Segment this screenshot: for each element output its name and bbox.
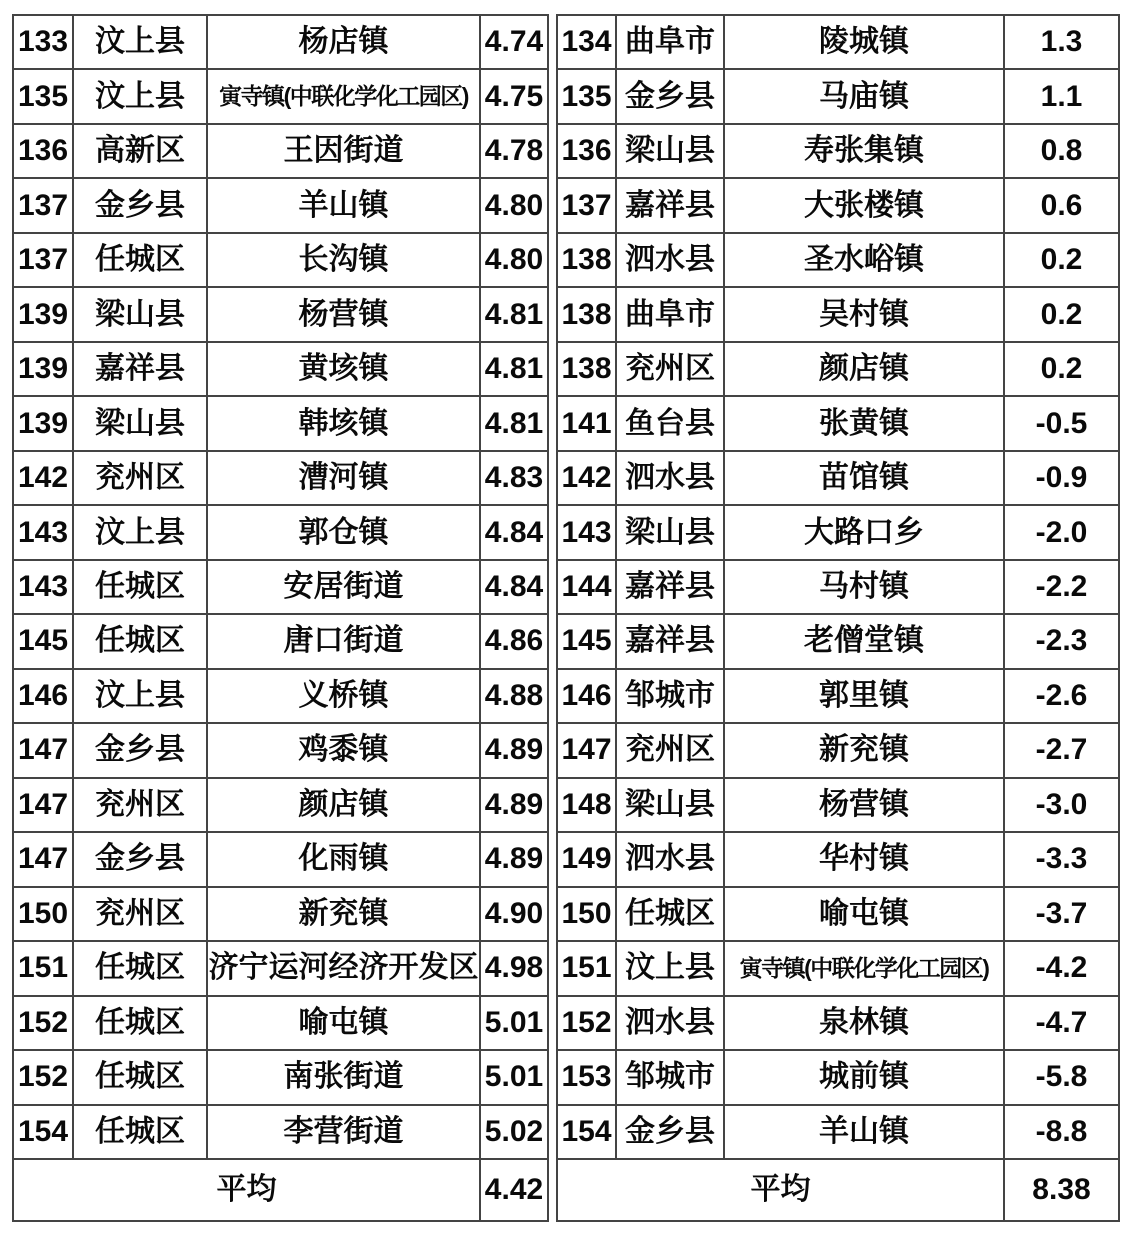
rank-cell: 145 [558,615,617,669]
value-cell: 4.80 [481,179,547,233]
town-cell: 唐口街道 [208,615,481,669]
county-cell: 任城区 [74,997,208,1051]
county-cell: 金乡县 [74,833,208,887]
rank-cell: 135 [558,70,617,124]
county-cell: 梁山县 [617,125,725,179]
value-cell: 4.75 [481,70,547,124]
county-cell: 汶上县 [74,70,208,124]
town-cell: 喻屯镇 [725,888,1005,942]
county-cell: 汶上县 [74,506,208,560]
county-cell: 邹城市 [617,670,725,724]
value-cell: 4.89 [481,833,547,887]
rank-cell: 139 [14,397,74,451]
town-cell: 义桥镇 [208,670,481,724]
town-cell: 安居街道 [208,561,481,615]
county-cell: 邹城市 [617,1051,725,1105]
value-cell: -4.2 [1005,942,1118,996]
town-cell: 大路口乡 [725,506,1005,560]
value-cell: 4.89 [481,779,547,833]
county-cell: 梁山县 [617,506,725,560]
rank-cell: 139 [14,343,74,397]
value-cell: 4.84 [481,561,547,615]
rank-cell: 137 [14,179,74,233]
town-cell: 华村镇 [725,833,1005,887]
rank-cell: 152 [558,997,617,1051]
town-cell: 张黄镇 [725,397,1005,451]
town-cell: 李营街道 [208,1106,481,1160]
value-cell: 4.81 [481,397,547,451]
county-cell: 金乡县 [617,1106,725,1160]
value-cell: -2.7 [1005,724,1118,778]
town-cell: 黄垓镇 [208,343,481,397]
town-cell: 陵城镇 [725,16,1005,70]
town-cell: 杨营镇 [208,288,481,342]
town-cell: 苗馆镇 [725,452,1005,506]
value-cell: 0.2 [1005,343,1118,397]
value-cell: -3.0 [1005,779,1118,833]
value-cell: -0.5 [1005,397,1118,451]
town-cell: 寿张集镇 [725,125,1005,179]
rank-cell: 138 [558,288,617,342]
value-cell: 4.80 [481,234,547,288]
town-cell: 新兖镇 [725,724,1005,778]
value-cell: -3.7 [1005,888,1118,942]
rank-cell: 150 [14,888,74,942]
value-cell: 4.90 [481,888,547,942]
rank-cell: 147 [558,724,617,778]
town-cell: 马庙镇 [725,70,1005,124]
rank-cell: 142 [14,452,74,506]
rank-cell: 154 [558,1106,617,1160]
value-cell: 4.88 [481,670,547,724]
value-cell: 4.83 [481,452,547,506]
rank-cell: 147 [14,779,74,833]
county-cell: 汶上县 [617,942,725,996]
rank-cell: 145 [14,615,74,669]
county-cell: 兖州区 [74,779,208,833]
county-cell: 任城区 [617,888,725,942]
value-cell: -4.7 [1005,997,1118,1051]
town-cell: 漕河镇 [208,452,481,506]
town-cell: 颜店镇 [725,343,1005,397]
value-cell: -2.3 [1005,615,1118,669]
county-cell: 梁山县 [74,397,208,451]
rank-cell: 136 [558,125,617,179]
rank-cell: 134 [558,16,617,70]
county-cell: 曲阜市 [617,16,725,70]
rank-cell: 142 [558,452,617,506]
county-cell: 曲阜市 [617,288,725,342]
county-cell: 任城区 [74,615,208,669]
town-cell: 喻屯镇 [208,997,481,1051]
county-cell: 金乡县 [74,179,208,233]
rank-cell: 139 [14,288,74,342]
rank-cell: 150 [558,888,617,942]
value-cell: 0.2 [1005,234,1118,288]
value-cell: 4.84 [481,506,547,560]
rank-cell: 135 [14,70,74,124]
value-cell: -2.0 [1005,506,1118,560]
county-cell: 汶上县 [74,670,208,724]
county-cell: 汶上县 [74,16,208,70]
value-cell: -2.6 [1005,670,1118,724]
town-cell: 城前镇 [725,1051,1005,1105]
ranking-table-right [556,14,1120,1222]
county-cell: 兖州区 [617,343,725,397]
town-cell: 杨营镇 [725,779,1005,833]
county-cell: 嘉祥县 [617,561,725,615]
town-cell: 吴村镇 [725,288,1005,342]
average-value-cell: 8.38 [1032,1172,1091,1206]
county-cell: 泗水县 [617,997,725,1051]
town-cell: 羊山镇 [725,1106,1005,1160]
town-cell: 新兖镇 [208,888,481,942]
value-cell: -3.3 [1005,833,1118,887]
town-cell: 韩垓镇 [208,397,481,451]
town-cell: 大张楼镇 [725,179,1005,233]
county-cell: 嘉祥县 [617,179,725,233]
county-cell: 嘉祥县 [617,615,725,669]
town-cell: 长沟镇 [208,234,481,288]
rank-cell: 136 [14,125,74,179]
rank-cell: 138 [558,343,617,397]
rank-cell: 152 [14,1051,74,1105]
rank-cell: 144 [558,561,617,615]
value-cell: 5.01 [481,997,547,1051]
rank-cell: 146 [558,670,617,724]
rank-cell: 137 [558,179,617,233]
town-cell: 羊山镇 [208,179,481,233]
county-cell: 任城区 [74,1106,208,1160]
value-cell: 4.78 [481,125,547,179]
value-cell: -8.8 [1005,1106,1118,1160]
town-cell: 杨店镇 [208,16,481,70]
town-cell: 老僧堂镇 [725,615,1005,669]
county-cell: 泗水县 [617,833,725,887]
county-cell: 任城区 [74,561,208,615]
town-cell: 王因街道 [208,125,481,179]
rank-cell: 137 [14,234,74,288]
rank-cell: 153 [558,1051,617,1105]
value-cell: 4.89 [481,724,547,778]
county-cell: 泗水县 [617,234,725,288]
rank-cell: 152 [14,997,74,1051]
rank-cell: 143 [558,506,617,560]
rank-cell: 147 [14,833,74,887]
county-cell: 嘉祥县 [74,343,208,397]
county-cell: 梁山县 [617,779,725,833]
value-cell: 4.86 [481,615,547,669]
county-cell: 高新区 [74,125,208,179]
rank-cell: 143 [14,561,74,615]
value-cell: -5.8 [1005,1051,1118,1105]
rank-cell: 138 [558,234,617,288]
rank-cell: 143 [14,506,74,560]
value-cell: 4.98 [481,942,547,996]
county-cell: 兖州区 [74,452,208,506]
town-cell: 圣水峪镇 [725,234,1005,288]
county-cell: 任城区 [74,234,208,288]
rank-cell: 147 [14,724,74,778]
rank-cell: 148 [558,779,617,833]
value-cell: 1.3 [1005,16,1118,70]
county-cell: 任城区 [74,942,208,996]
value-cell: 0.2 [1005,288,1118,342]
value-cell: 0.8 [1005,125,1118,179]
value-cell: 4.81 [481,288,547,342]
rank-cell: 151 [558,942,617,996]
town-cell: 化雨镇 [208,833,481,887]
town-cell: 鸡黍镇 [208,724,481,778]
county-cell: 鱼台县 [617,397,725,451]
value-cell: 4.81 [481,343,547,397]
town-cell: 济宁运河经济开发区 [208,942,481,996]
town-cell: 颜店镇 [208,779,481,833]
average-label-cell: 平均 [14,1160,481,1220]
town-cell: 寅寺镇(中联化学化工园区) [208,70,481,124]
county-cell: 兖州区 [617,724,725,778]
value-cell: 0.6 [1005,179,1118,233]
town-cell: 南张街道 [208,1051,481,1105]
value-cell: 5.01 [481,1051,547,1105]
rank-cell: 133 [14,16,74,70]
town-cell: 郭仓镇 [208,506,481,560]
average-label-cell: 平均 [558,1160,1005,1220]
county-cell: 兖州区 [74,888,208,942]
value-cell: -0.9 [1005,452,1118,506]
average-value-cell: 4.42 [484,1172,544,1206]
value-cell: 5.02 [481,1106,547,1160]
town-cell: 寅寺镇(中联化学化工园区) [725,942,1005,996]
town-cell: 泉林镇 [725,997,1005,1051]
county-cell: 泗水县 [617,452,725,506]
value-cell: -2.2 [1005,561,1118,615]
rank-cell: 151 [14,942,74,996]
rank-cell: 141 [558,397,617,451]
town-cell: 郭里镇 [725,670,1005,724]
county-cell: 金乡县 [617,70,725,124]
county-cell: 梁山县 [74,288,208,342]
county-cell: 金乡县 [74,724,208,778]
rank-cell: 149 [558,833,617,887]
town-cell: 马村镇 [725,561,1005,615]
county-cell: 任城区 [74,1051,208,1105]
rank-cell: 154 [14,1106,74,1160]
value-cell: 4.74 [481,16,547,70]
rank-cell: 146 [14,670,74,724]
value-cell: 1.1 [1005,70,1118,124]
ranking-table-left [12,14,549,1222]
